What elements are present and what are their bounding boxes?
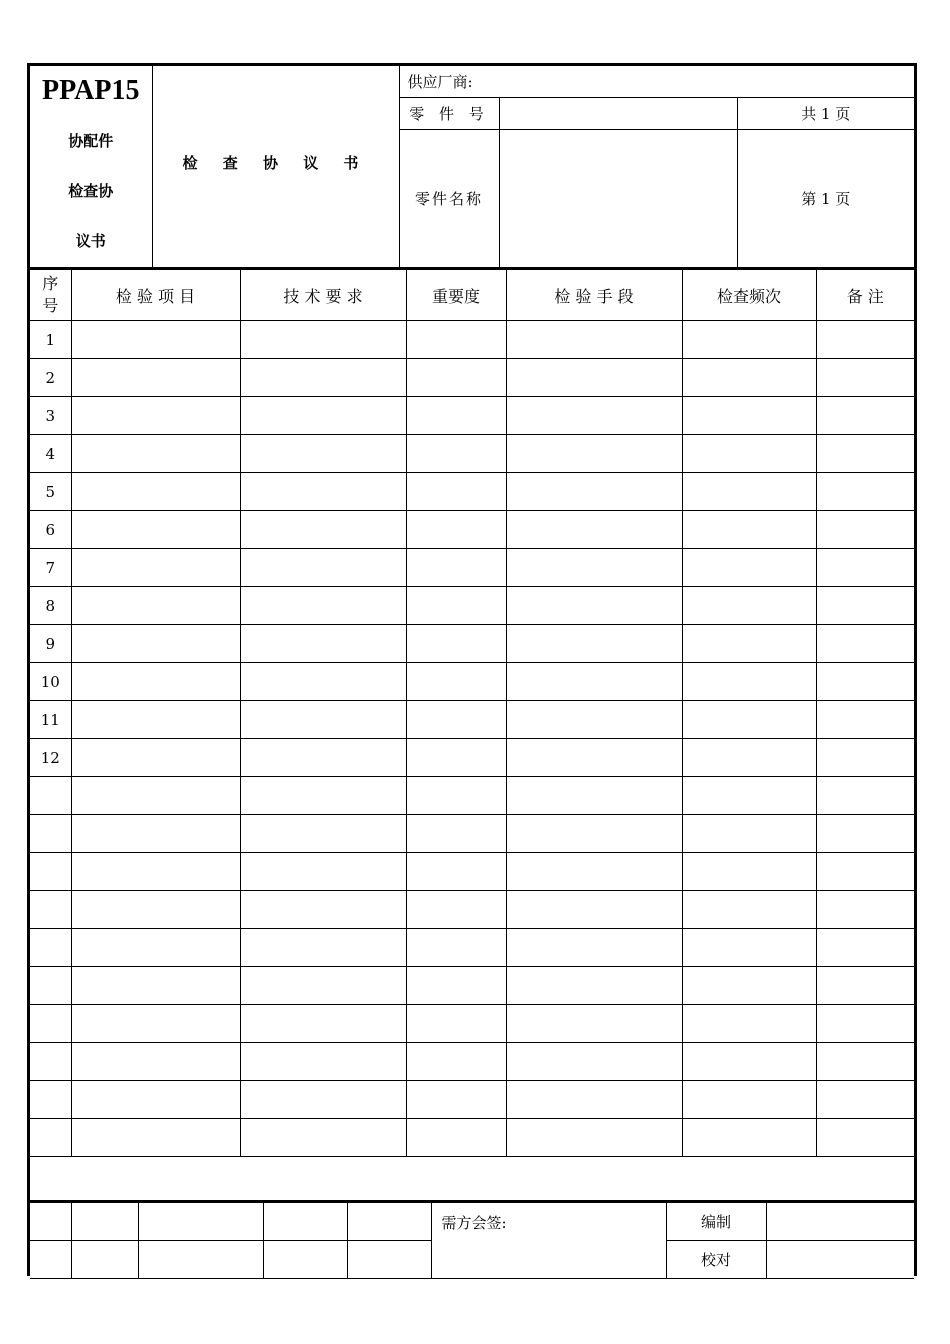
table-cell[interactable]	[406, 473, 506, 511]
table-cell[interactable]	[240, 777, 406, 815]
table-cell[interactable]	[71, 853, 240, 891]
table-cell[interactable]	[406, 359, 506, 397]
table-cell[interactable]	[506, 853, 682, 891]
table-cell[interactable]	[240, 663, 406, 701]
table-row	[30, 549, 914, 587]
left-title-cell	[30, 66, 152, 267]
table-cell[interactable]	[240, 473, 406, 511]
footer-cell[interactable]	[138, 1241, 263, 1279]
table-cell[interactable]	[240, 815, 406, 853]
table-cell[interactable]	[406, 321, 506, 359]
table-cell[interactable]	[71, 967, 240, 1005]
table-cell[interactable]	[240, 1119, 406, 1157]
table-cell[interactable]	[506, 929, 682, 967]
table-cell[interactable]	[682, 1081, 816, 1119]
table-cell[interactable]	[816, 1119, 914, 1157]
table-cell[interactable]	[682, 359, 816, 397]
form-footer	[30, 1200, 914, 1279]
table-cell[interactable]	[816, 853, 914, 891]
total-pages: 共 1 页	[737, 97, 914, 129]
left-title-line-2: 检查协	[68, 182, 114, 201]
table-cell[interactable]	[406, 1119, 506, 1157]
table-cell[interactable]	[71, 511, 240, 549]
table-cell[interactable]	[406, 967, 506, 1005]
table-cell[interactable]	[816, 1005, 914, 1043]
compile-label: 编制	[666, 1202, 766, 1241]
table-cell[interactable]	[682, 587, 816, 625]
row-number: 6	[30, 511, 71, 549]
table-cell[interactable]	[71, 435, 240, 473]
table-cell[interactable]	[682, 1005, 816, 1043]
table-cell[interactable]	[406, 701, 506, 739]
table-cell[interactable]	[682, 891, 816, 929]
table-cell[interactable]	[71, 891, 240, 929]
table-cell[interactable]	[406, 815, 506, 853]
table-row	[30, 853, 914, 891]
table-cell[interactable]	[240, 1005, 406, 1043]
table-cell[interactable]	[406, 1043, 506, 1081]
table-cell[interactable]	[816, 625, 914, 663]
row-number: 3	[30, 397, 71, 435]
table-cell[interactable]	[406, 587, 506, 625]
table-cell[interactable]	[406, 1005, 506, 1043]
table-cell[interactable]	[506, 891, 682, 929]
table-cell[interactable]	[406, 397, 506, 435]
table-cell[interactable]	[682, 321, 816, 359]
table-cell[interactable]	[506, 663, 682, 701]
table-cell[interactable]	[816, 891, 914, 929]
table-cell[interactable]	[71, 1081, 240, 1119]
table-cell[interactable]	[682, 777, 816, 815]
table-cell[interactable]	[406, 739, 506, 777]
table-cell[interactable]	[506, 511, 682, 549]
table-cell[interactable]	[406, 663, 506, 701]
table-row	[30, 511, 914, 549]
table-cell[interactable]	[406, 891, 506, 929]
table-cell[interactable]	[406, 929, 506, 967]
table-cell[interactable]	[816, 321, 914, 359]
table-cell[interactable]	[682, 929, 816, 967]
table-cell[interactable]	[406, 853, 506, 891]
seq-header-line-1: 序	[42, 274, 59, 293]
buyer-sign-label: 需方会签:	[441, 1214, 507, 1232]
supplier-label: 供应厂商:	[407, 72, 473, 91]
left-title-line-1: 协配件	[68, 132, 114, 151]
table-cell[interactable]	[506, 587, 682, 625]
table-row	[30, 891, 914, 929]
table-row	[30, 321, 914, 359]
table-row	[30, 815, 914, 853]
table-row	[30, 587, 914, 625]
table-cell[interactable]	[506, 701, 682, 739]
seq-header-line-2: 号	[42, 296, 59, 315]
table-cell[interactable]	[71, 1043, 240, 1081]
column-header-remarks: 备 注	[816, 269, 914, 321]
row-number	[30, 1005, 71, 1043]
form-header	[30, 66, 914, 268]
footer-cell[interactable]	[71, 1202, 138, 1241]
table-cell[interactable]	[240, 701, 406, 739]
row-number	[30, 1119, 71, 1157]
column-header-frequency: 检查频次	[682, 269, 816, 321]
table-cell[interactable]	[71, 777, 240, 815]
part-number-label: 零 件 号	[399, 97, 499, 129]
table-cell[interactable]	[816, 1043, 914, 1081]
table-cell[interactable]	[406, 625, 506, 663]
table-cell[interactable]	[682, 1119, 816, 1157]
table-cell[interactable]	[682, 701, 816, 739]
table-cell[interactable]	[506, 967, 682, 1005]
column-header-importance: 重要度	[406, 269, 506, 321]
column-header-item: 检 验 项 目	[71, 269, 240, 321]
table-cell[interactable]	[682, 511, 816, 549]
table-cell[interactable]	[506, 625, 682, 663]
footer-cell[interactable]	[347, 1241, 431, 1279]
row-number: 2	[30, 359, 71, 397]
table-cell[interactable]	[816, 397, 914, 435]
row-number: 10	[30, 663, 71, 701]
part-number-value[interactable]	[499, 97, 737, 129]
row-number	[30, 777, 71, 815]
check-value[interactable]	[766, 1241, 914, 1279]
table-row	[30, 473, 914, 511]
table-cell[interactable]	[71, 321, 240, 359]
footer-cell[interactable]	[30, 1202, 71, 1241]
row-number	[30, 853, 71, 891]
table-cell[interactable]	[816, 435, 914, 473]
buyer-sign-field[interactable]	[431, 1202, 666, 1279]
table-row	[30, 929, 914, 967]
table-row	[30, 967, 914, 1005]
table-row	[30, 1119, 914, 1157]
footer-cell[interactable]	[347, 1202, 431, 1241]
table-cell[interactable]	[240, 397, 406, 435]
table-cell[interactable]	[240, 321, 406, 359]
table-cell[interactable]	[71, 815, 240, 853]
table-cell[interactable]	[506, 815, 682, 853]
table-cell[interactable]	[506, 473, 682, 511]
table-cell[interactable]	[240, 625, 406, 663]
table-cell[interactable]	[240, 511, 406, 549]
table-row	[30, 777, 914, 815]
row-number: 8	[30, 587, 71, 625]
compile-value[interactable]	[766, 1202, 914, 1241]
table-cell[interactable]	[71, 549, 240, 587]
table-cell[interactable]	[682, 853, 816, 891]
table-cell[interactable]	[506, 1043, 682, 1081]
main-title: 检 查 协 议 书	[152, 66, 399, 267]
table-cell[interactable]	[816, 549, 914, 587]
table-row	[30, 397, 914, 435]
table-cell[interactable]	[240, 359, 406, 397]
table-cell[interactable]	[506, 321, 682, 359]
table-cell[interactable]	[682, 1043, 816, 1081]
table-cell[interactable]	[240, 435, 406, 473]
table-cell[interactable]	[682, 739, 816, 777]
table-cell[interactable]	[816, 587, 914, 625]
table-cell[interactable]	[71, 1119, 240, 1157]
table-cell[interactable]	[506, 435, 682, 473]
table-cell[interactable]	[816, 777, 914, 815]
footer-cell[interactable]	[71, 1241, 138, 1279]
row-number	[30, 1043, 71, 1081]
row-number: 12	[30, 739, 71, 777]
table-cell[interactable]	[240, 967, 406, 1005]
footer-cell[interactable]	[263, 1202, 347, 1241]
table-cell[interactable]	[71, 663, 240, 701]
footer-cell[interactable]	[138, 1202, 263, 1241]
inspection-table	[30, 267, 914, 1157]
table-cell[interactable]	[506, 359, 682, 397]
table-header-row	[30, 269, 914, 321]
table-row	[30, 663, 914, 701]
left-title-line-3: 议书	[75, 232, 106, 251]
table-cell[interactable]	[71, 1005, 240, 1043]
table-cell[interactable]	[71, 587, 240, 625]
row-number	[30, 929, 71, 967]
row-number	[30, 891, 71, 929]
table-cell[interactable]	[406, 511, 506, 549]
table-cell[interactable]	[682, 967, 816, 1005]
row-number: 4	[30, 435, 71, 473]
table-cell[interactable]	[816, 511, 914, 549]
table-cell[interactable]	[240, 891, 406, 929]
row-number	[30, 1081, 71, 1119]
table-cell[interactable]	[406, 549, 506, 587]
table-cell[interactable]	[240, 929, 406, 967]
table-cell[interactable]	[71, 397, 240, 435]
table-cell[interactable]	[682, 473, 816, 511]
table-row	[30, 359, 914, 397]
table-cell[interactable]	[682, 663, 816, 701]
table-cell[interactable]	[406, 1081, 506, 1119]
row-number: 5	[30, 473, 71, 511]
supplier-field[interactable]	[399, 66, 914, 97]
table-cell[interactable]	[816, 663, 914, 701]
table-row	[30, 701, 914, 739]
footer-cell[interactable]	[30, 1241, 71, 1279]
column-header-seq	[30, 269, 71, 321]
current-page: 第 1 页	[737, 129, 914, 267]
table-cell[interactable]	[816, 701, 914, 739]
table-row	[30, 1081, 914, 1119]
table-cell[interactable]	[816, 967, 914, 1005]
table-cell[interactable]	[682, 549, 816, 587]
table-cell[interactable]	[506, 549, 682, 587]
row-number: 9	[30, 625, 71, 663]
table-row	[30, 1005, 914, 1043]
table-cell[interactable]	[816, 1081, 914, 1119]
table-cell[interactable]	[406, 777, 506, 815]
table-cell[interactable]	[816, 473, 914, 511]
table-cell[interactable]	[506, 1081, 682, 1119]
table-cell[interactable]	[506, 777, 682, 815]
table-cell[interactable]	[406, 435, 506, 473]
part-name-label: 零件名称	[399, 129, 499, 267]
part-name-value[interactable]	[499, 129, 737, 267]
column-header-requirement: 技 术 要 求	[240, 269, 406, 321]
table-cell[interactable]	[682, 397, 816, 435]
footer-cell[interactable]	[263, 1241, 347, 1279]
table-cell[interactable]	[71, 929, 240, 967]
table-row	[30, 625, 914, 663]
row-number: 1	[30, 321, 71, 359]
inspection-agreement-form	[27, 63, 917, 1276]
table-cell[interactable]	[816, 359, 914, 397]
table-cell[interactable]	[71, 701, 240, 739]
table-cell[interactable]	[816, 739, 914, 777]
table-cell[interactable]	[682, 815, 816, 853]
table-cell[interactable]	[682, 625, 816, 663]
row-number: 11	[30, 701, 71, 739]
table-row	[30, 435, 914, 473]
table-cell[interactable]	[240, 587, 406, 625]
column-header-method: 检 验 手 段	[506, 269, 682, 321]
table-row	[30, 739, 914, 777]
table-cell[interactable]	[240, 1043, 406, 1081]
table-cell[interactable]	[71, 739, 240, 777]
form-code: PPAP15	[42, 75, 140, 107]
table-cell[interactable]	[682, 435, 816, 473]
row-number: 7	[30, 549, 71, 587]
table-cell[interactable]	[240, 853, 406, 891]
row-number	[30, 815, 71, 853]
row-number	[30, 967, 71, 1005]
table-cell[interactable]	[71, 473, 240, 511]
table-cell[interactable]	[71, 359, 240, 397]
table-row	[30, 1043, 914, 1081]
table-cell[interactable]	[506, 1119, 682, 1157]
table-cell[interactable]	[506, 397, 682, 435]
table-cell[interactable]	[240, 739, 406, 777]
table-cell[interactable]	[506, 739, 682, 777]
table-cell[interactable]	[816, 929, 914, 967]
table-cell[interactable]	[240, 1081, 406, 1119]
table-cell[interactable]	[240, 549, 406, 587]
table-cell[interactable]	[506, 1005, 682, 1043]
check-label: 校对	[666, 1241, 766, 1279]
table-cell[interactable]	[71, 625, 240, 663]
table-cell[interactable]	[816, 815, 914, 853]
